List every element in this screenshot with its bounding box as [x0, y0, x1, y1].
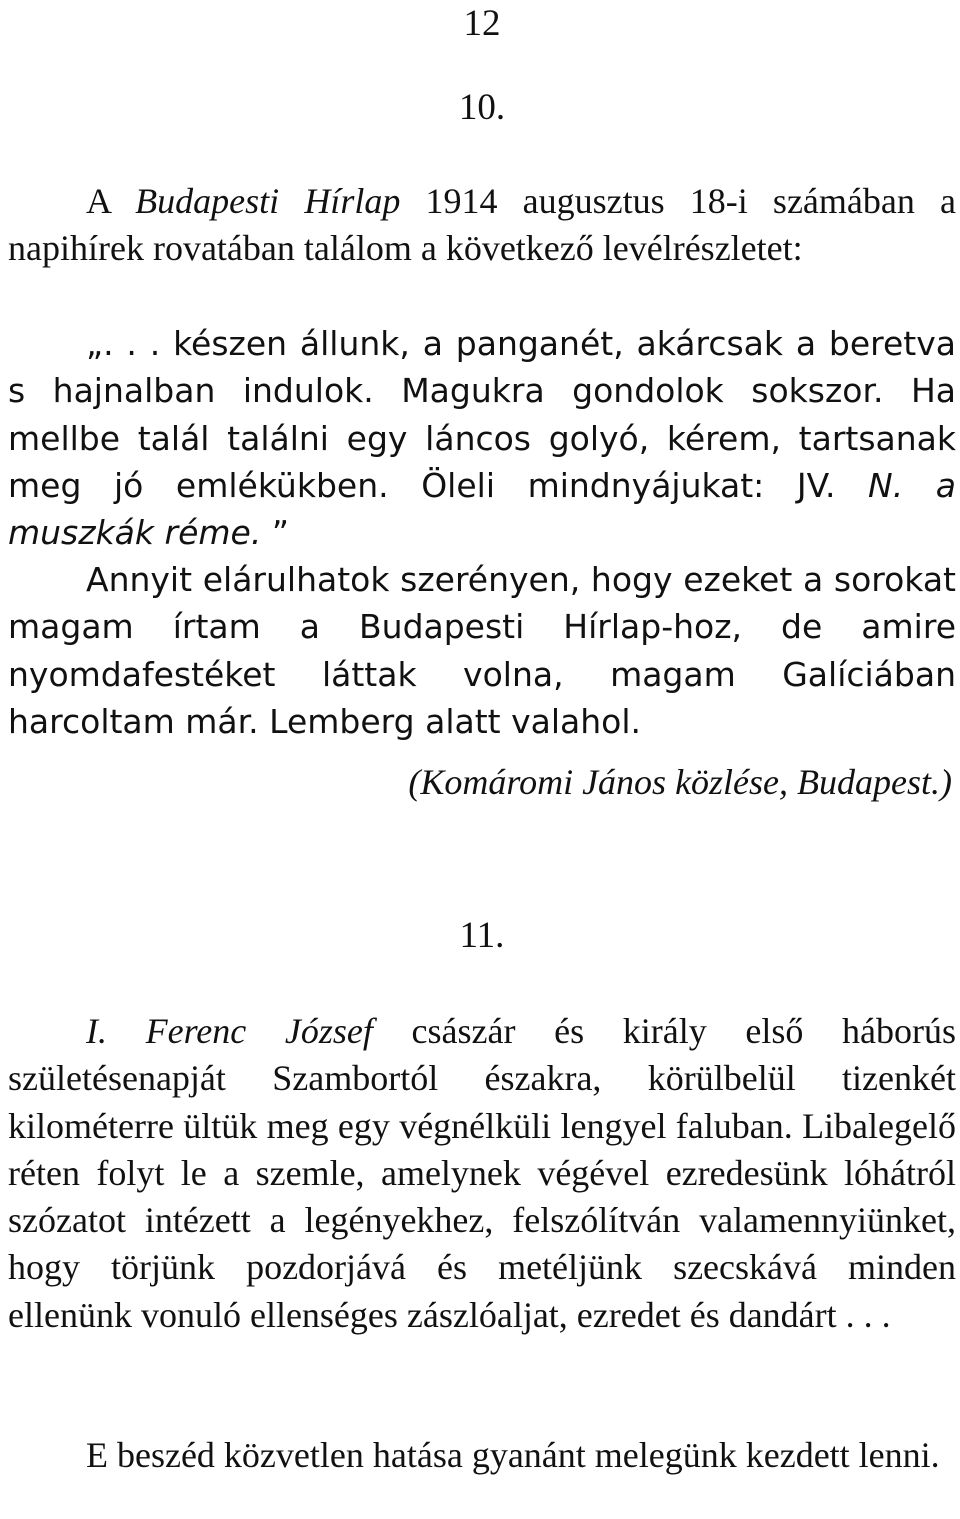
intro-text-post: 1914 augusztus 18-i számában a napihírek rovatában találom a következő levélrészletet: [8, 181, 956, 269]
quoted-letter-close: ” [261, 513, 289, 553]
section-11-paragraph-text: császár és király első háborús születésenapját Szambortól északra, körülbelül tizenkét kilométerre ültük meg egy végnélküli lengyel faluban. Libalegelő réten folyt le a szemle, amelynek végével ezredesünk lóhátról szózatot intézett a legényekhez, felszólítván valamennyiünket, hogy törjünk pozdorjává és metéljünk szecskává minden ellenünk vonuló ellenséges zászlóaljat, ezredet és dandárt . . . [8, 1011, 956, 1335]
quoted-letter-signoff: N. a muszkák réme. [8, 465, 956, 553]
document-page [8, 0, 956, 1519]
newspaper-title: Budapesti Hírlap [135, 181, 401, 221]
section-heading-11: 11. [459, 915, 505, 956]
section-10-commentary: Annyit elárulhatok szerényen, hogy ezeket a sorokat magam írtam a Budapesti Hírlap-hoz, de amire nyomdafestéket láttak volna, magam Galíciában harcoltam már. Lemberg alatt valahol. [8, 560, 956, 741]
page-number: 12 [463, 3, 501, 44]
section-heading-10: 10. [458, 87, 506, 128]
section-11-closing-paragraph: E beszéd közvetlen hatása gyanánt melegünk kezdett lenni. [86, 1435, 940, 1475]
section-10-quoted-letter [8, 320, 956, 556]
section-10-signature: (Komáromi János közlése, Budapest.) [408, 762, 952, 802]
emperor-name: I. Ferenc József [86, 1011, 373, 1051]
quoted-letter-text: „. . . készen állunk, a panganét, akárcsak a beretva s hajnalban indulok. Magukra gondolok sokszor. Ha mellbe talál találni egy láncos golyó, kérem, tartsanak meg jó emlékükben. Öleli mindnyájukat: JV. [8, 324, 956, 505]
intro-text-pre: A [86, 181, 136, 221]
section-11-paragraph [8, 1008, 956, 1339]
section-10-intro-paragraph [8, 178, 956, 273]
